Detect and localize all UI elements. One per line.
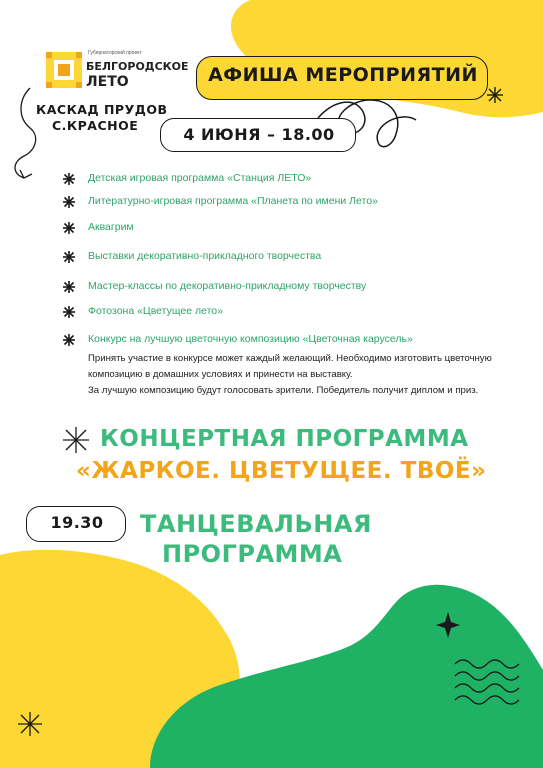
list-item bbox=[62, 280, 366, 294]
event-label: Мастер-классы по декоративно-прикладному творчеству bbox=[88, 280, 367, 292]
event-label: Детская игровая программа «Станция ЛЕТО» bbox=[88, 172, 312, 184]
list-item bbox=[62, 250, 321, 264]
event-label: Выставки декоративно-прикладного творчества bbox=[88, 250, 322, 262]
logo bbox=[46, 48, 189, 96]
logo-caption: Губернаторский проект bbox=[88, 50, 142, 56]
date-time: 4 ИЮНЯ – 18.00 bbox=[183, 125, 335, 144]
dance-title-line-2: ПРОГРАММА bbox=[162, 540, 343, 568]
asterisk-bullet-icon bbox=[62, 305, 76, 319]
contest-note-line: Принять участие в конкурсе может каждый желающий. Необходимо изготовить цветочную bbox=[88, 353, 492, 364]
dance-title-line-1: ТАНЦЕВАЛЬНАЯ bbox=[140, 510, 372, 538]
asterisk-bullet-icon bbox=[62, 333, 76, 347]
asterisk-icon bbox=[487, 87, 503, 103]
concert-title: КОНЦЕРТНАЯ ПРОГРАММА bbox=[100, 426, 469, 452]
list-item bbox=[62, 195, 378, 209]
contest-note-line: За лучшую композицию будут голосовать зрители. Победитель получит диплом и приз. bbox=[88, 385, 479, 396]
list-item bbox=[62, 172, 311, 186]
event-label: Фотозона «Цветущее лето» bbox=[88, 305, 223, 317]
asterisk-bullet-icon bbox=[62, 195, 76, 209]
event-label: Литературно-игровая программа «Планета по имени Лето» bbox=[88, 195, 378, 207]
list-item bbox=[62, 221, 134, 235]
asterisk-bullet-icon bbox=[62, 250, 76, 264]
event-label: Конкурс на лучшую цветочную композицию «Цветочная карусель» bbox=[88, 333, 413, 345]
dance-time: 19.30 bbox=[50, 513, 104, 532]
logo-line-1: БЕЛГОРОДСКОЕ bbox=[86, 60, 189, 73]
decorative-arrow bbox=[15, 88, 36, 178]
asterisk-bullet-icon bbox=[62, 172, 76, 186]
page-title: АФИША МЕРОПРИЯТИЙ bbox=[208, 64, 478, 86]
event-label: Аквагрим bbox=[88, 221, 134, 233]
contest-note bbox=[88, 351, 528, 399]
asterisk-bullet-icon bbox=[62, 280, 76, 294]
location-line-1: КАСКАД ПРУДОВ bbox=[36, 102, 168, 117]
list-item bbox=[62, 305, 223, 319]
contest-note-line: композицию в домашних условиях и принести на выставку. bbox=[88, 369, 353, 380]
asterisk-icon bbox=[63, 427, 89, 453]
asterisk-icon bbox=[18, 712, 42, 736]
location-line-2: С.КРАСНОЕ bbox=[52, 118, 139, 133]
asterisk-bullet-icon bbox=[62, 221, 76, 235]
list-item bbox=[62, 333, 413, 347]
logo-mark-icon bbox=[46, 52, 82, 88]
logo-line-2: ЛЕТО bbox=[86, 74, 129, 90]
concert-subtitle: «ЖАРКОЕ. ЦВЕТУЩЕЕ. ТВОЁ» bbox=[76, 458, 487, 484]
